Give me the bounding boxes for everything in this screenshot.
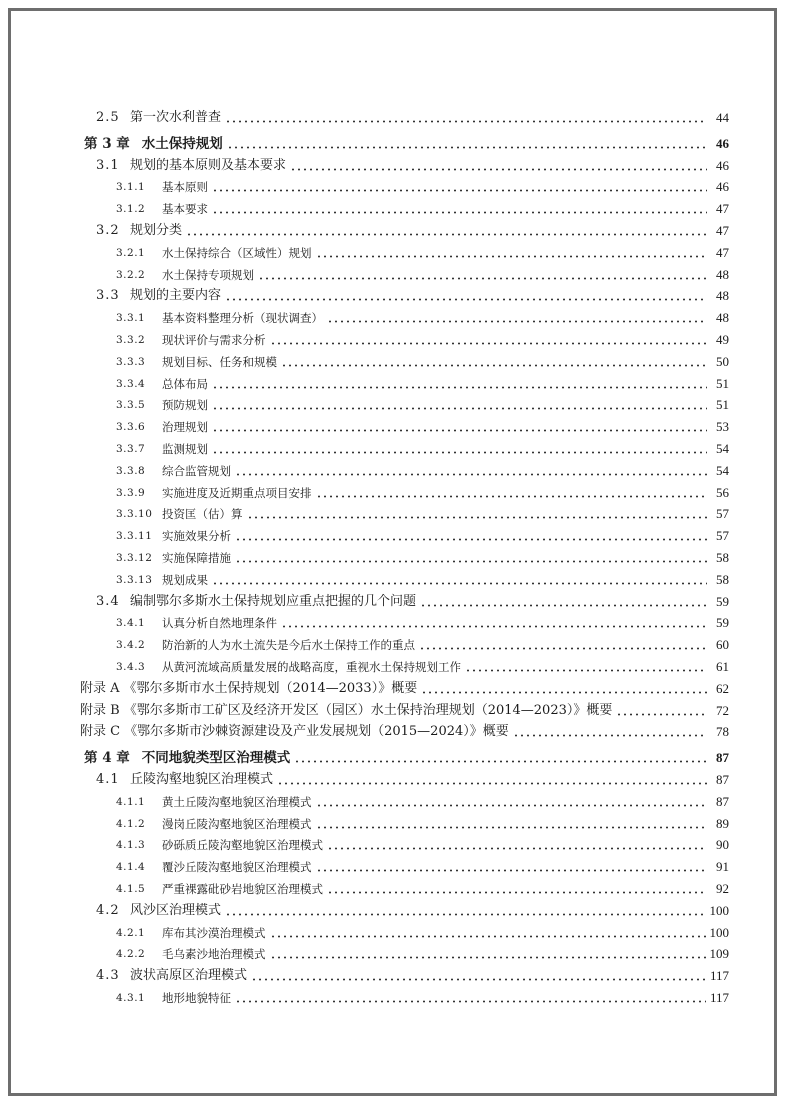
toc-entry-number: 附录 A — [80, 681, 120, 696]
toc-entry-title: 《鄂尔多斯市水土保持规划（2014—2033）》概要 — [123, 681, 418, 696]
dot-leader — [235, 993, 706, 1003]
toc-entry-title: 实施效果分析 — [162, 529, 231, 543]
toc-entry-number: 3.2.1 — [116, 247, 146, 259]
toc-entry-number: 4.1.2 — [116, 818, 146, 830]
toc-entry-title: 不同地貌类型区治理模式 — [141, 750, 291, 766]
toc-entry-title: 预防规划 — [162, 398, 208, 412]
toc-entry-page-number: 62 — [716, 681, 729, 696]
toc-entry-sub[interactable] — [116, 634, 729, 656]
toc-entry-sec[interactable] — [96, 965, 729, 987]
toc-entry-page-number: 57 — [716, 528, 729, 543]
toc-entry-page-number: 78 — [716, 724, 729, 739]
toc-entry-title: 规划目标、任务和规模 — [162, 355, 277, 369]
toc-entry-title: 毛乌素沙地治理模式 — [162, 947, 266, 961]
toc-entry-title: 基本原则 — [162, 180, 208, 194]
toc-entry-page-number: 89 — [716, 816, 729, 831]
dot-leader — [235, 531, 707, 541]
toc-entry-sec[interactable] — [96, 220, 729, 242]
toc-entry-number: 第 3 章 — [84, 136, 130, 152]
toc-entry-page-number: 47 — [716, 201, 729, 216]
dot-leader — [247, 509, 708, 519]
toc-entry-title: 第一次水利普查 — [130, 110, 222, 125]
toc-entry-page-number: 58 — [716, 572, 729, 587]
toc-entry-page-number: 47 — [716, 223, 729, 238]
dot-leader — [420, 597, 707, 607]
toc-entry-page-number: 87 — [716, 772, 729, 787]
toc-entry-number: 3.3.13 — [116, 574, 153, 586]
toc-entry-sub[interactable] — [116, 878, 729, 900]
toc-entry-page-number: 91 — [716, 859, 729, 874]
toc-entry-number: 3.3.2 — [116, 334, 146, 346]
toc-entry-page-number: 60 — [716, 637, 729, 652]
toc-entry-page-number: 49 — [716, 332, 729, 347]
toc-entry-number: 3.4 — [96, 594, 120, 609]
toc-entry-page-number: 48 — [716, 288, 729, 303]
dot-leader — [513, 727, 707, 737]
toc-entry-page-number: 109 — [709, 946, 729, 961]
toc-entry-sub[interactable] — [116, 416, 729, 438]
toc-entry-title: 实施保障措施 — [162, 551, 231, 565]
dot-leader — [327, 840, 707, 850]
toc-entry-number: 4.2.2 — [116, 948, 146, 960]
toc-entry-number: 3.1.2 — [116, 203, 146, 215]
toc-entry-sec[interactable] — [96, 285, 729, 307]
toc-entry-number: 3.1 — [96, 158, 120, 173]
toc-entry-sub[interactable] — [116, 264, 729, 286]
toc-entry-number: 3.4.3 — [116, 661, 146, 673]
dot-leader — [294, 753, 707, 763]
toc-entry-page-number: 92 — [716, 881, 729, 896]
dot-leader — [465, 662, 707, 672]
toc-entry-number: 3.3.7 — [116, 443, 146, 455]
toc-entry-number: 3.3.11 — [116, 530, 153, 542]
toc-entry-sub[interactable] — [116, 525, 729, 547]
toc-entry-number: 3.3.5 — [116, 399, 146, 411]
toc-entry-page-number: 59 — [716, 594, 729, 609]
dot-leader — [316, 248, 708, 258]
toc-entry-sub[interactable] — [116, 503, 729, 525]
toc-entry-sub[interactable] — [116, 373, 729, 395]
toc-entry-number: 附录 B — [80, 703, 120, 718]
toc-entry-page-number: 47 — [716, 245, 729, 260]
toc-entry-page-number: 46 — [716, 136, 729, 151]
toc-entry-sub[interactable] — [116, 460, 729, 482]
toc-entry-number: 3.3.6 — [116, 421, 146, 433]
toc-entry-title: 监测规划 — [162, 442, 208, 456]
toc-entry-page-number: 51 — [716, 397, 729, 412]
toc-entry-number: 3.3 — [96, 288, 120, 303]
toc-entry-sub[interactable] — [116, 242, 729, 264]
toc-entry-title: 库布其沙漠治理模式 — [162, 926, 266, 940]
toc-entry-number: 3.3.4 — [116, 378, 146, 390]
toc-entry-page-number: 61 — [716, 659, 729, 674]
toc-entry-number: 附录 C — [80, 724, 121, 739]
toc-entry-sub[interactable] — [116, 547, 729, 569]
dot-leader — [258, 270, 707, 280]
toc-entry-page-number: 53 — [716, 419, 729, 434]
toc-entry-title: 水土保持规划 — [141, 136, 223, 152]
toc-entry-number: 3.3.3 — [116, 356, 146, 368]
document-page — [8, 8, 777, 1096]
toc-entry-number: 4.1.4 — [116, 861, 146, 873]
toc-entry-page-number: 87 — [716, 794, 729, 809]
dot-leader — [270, 335, 708, 345]
toc-entry-number: 3.3.10 — [116, 508, 153, 520]
dot-leader — [235, 466, 707, 476]
toc-entry-title: 《鄂尔多斯市工矿区及经济开发区（园区）水土保持治理规划（2014—2023）》概要 — [123, 703, 613, 718]
toc-entry-title: 治理规划 — [162, 420, 208, 434]
toc-entry-sec[interactable] — [96, 769, 729, 791]
toc-entry-title: 风沙区治理模式 — [130, 903, 222, 918]
dot-leader — [281, 618, 707, 628]
toc-entry-title: 规划成果 — [162, 573, 208, 587]
toc-entry-number: 4.3.1 — [116, 992, 146, 1004]
toc-entry-title: 现状评价与需求分析 — [162, 333, 266, 347]
dot-leader — [316, 862, 708, 872]
dot-leader — [316, 797, 708, 807]
dot-leader — [327, 313, 707, 323]
toc-entry-page-number: 46 — [716, 158, 729, 173]
toc-entry-page-number: 100 — [709, 925, 729, 940]
toc-entry-title: 基本资料整理分析（现状调查） — [162, 311, 323, 325]
toc-entry-number: 4.1.5 — [116, 883, 146, 895]
toc-entry-sub[interactable] — [116, 943, 729, 965]
toc-entry-sub[interactable] — [116, 856, 729, 878]
toc-entry-number: 3.4.2 — [116, 639, 146, 651]
toc-entry-title: 覆沙丘陵沟壑地貌区治理模式 — [162, 860, 312, 874]
dot-leader — [419, 640, 707, 650]
dot-leader — [212, 400, 707, 410]
toc-entry-title: 投资匡（估）算 — [162, 507, 243, 521]
toc-entry-page-number: 57 — [716, 506, 729, 521]
toc-entry-page-number: 46 — [716, 179, 729, 194]
toc-entry-number: 4.3 — [96, 968, 120, 983]
toc-entry-sub[interactable] — [116, 791, 729, 813]
toc-entry-app[interactable] — [80, 700, 729, 722]
toc-entry-number: 2.5 — [96, 110, 120, 125]
toc-entry-sub[interactable] — [116, 813, 729, 835]
toc-entry-sub[interactable] — [116, 307, 729, 329]
toc-entry-title: 漫岗丘陵沟壑地貌区治理模式 — [162, 817, 312, 831]
toc-entry-title: 水土保持专项规划 — [162, 268, 254, 282]
dot-leader — [227, 139, 707, 149]
toc-entry-page-number: 87 — [716, 750, 729, 765]
dot-leader — [316, 819, 708, 829]
dot-leader — [235, 553, 707, 563]
toc-entry-title: 实施进度及近期重点项目安排 — [162, 486, 312, 500]
toc-entry-page-number: 54 — [716, 463, 729, 478]
toc-entry-number: 3.3.1 — [116, 312, 146, 324]
toc-entry-number: 3.1.1 — [116, 181, 146, 193]
toc-entry-sub[interactable] — [116, 569, 729, 591]
toc-entry-title: 砂砾质丘陵沟壑地貌区治理模式 — [162, 838, 323, 852]
toc-entry-title: 规划的基本原则及基本要求 — [130, 158, 287, 173]
toc-entry-number: 3.4.1 — [116, 617, 146, 629]
toc-entry-sub[interactable] — [116, 438, 729, 460]
dot-leader — [225, 113, 707, 123]
toc-entry-page-number: 50 — [716, 354, 729, 369]
toc-entry-app[interactable] — [80, 678, 729, 700]
dot-leader — [270, 949, 706, 959]
toc-entry-sec[interactable] — [96, 107, 729, 129]
dot-leader — [270, 928, 706, 938]
toc-entry-number: 4.1.1 — [116, 796, 146, 808]
toc-entry-sub[interactable] — [116, 351, 729, 373]
toc-entry-sub[interactable] — [116, 394, 729, 416]
dot-leader — [225, 291, 707, 301]
toc-entry-page-number: 117 — [709, 990, 729, 1005]
dot-leader — [212, 422, 707, 432]
toc-entry-sub[interactable] — [116, 176, 729, 198]
toc-entry-number: 4.2 — [96, 903, 120, 918]
toc-entry-title: 综合监管规划 — [162, 464, 231, 478]
toc-entry-sec[interactable] — [96, 591, 729, 613]
toc-entry-page-number: 54 — [716, 441, 729, 456]
toc-entry-title: 防治新的人为水土流失是今后水土保持工作的重点 — [162, 638, 415, 652]
toc-entry-sub[interactable] — [116, 329, 729, 351]
toc-entry-page-number: 56 — [716, 485, 729, 500]
toc-entry-title: 规划分类 — [130, 223, 183, 238]
toc-entry-title: 基本要求 — [162, 202, 208, 216]
dot-leader — [281, 357, 707, 367]
toc-entry-title: 规划的主要内容 — [130, 288, 222, 303]
toc-entry-sub[interactable] — [116, 656, 729, 678]
toc-entry-title: 丘陵沟壑地貌区治理模式 — [130, 772, 274, 787]
dot-leader — [212, 444, 707, 454]
toc-entry-sec[interactable] — [96, 900, 729, 922]
dot-leader — [225, 906, 705, 916]
toc-entry-page-number: 59 — [716, 615, 729, 630]
toc-entry-number: 第 4 章 — [84, 750, 130, 766]
toc-entry-title: 编制鄂尔多斯水土保持规划应重点把握的几个问题 — [130, 594, 417, 609]
toc-entry-page-number: 100 — [709, 903, 729, 918]
dot-leader — [186, 226, 707, 236]
toc-entry-sec[interactable] — [96, 155, 729, 177]
toc-entry-page-number: 90 — [716, 837, 729, 852]
dot-leader — [616, 706, 707, 716]
toc-entry-number: 3.2.2 — [116, 269, 146, 281]
toc-entry-title: 总体布局 — [162, 377, 208, 391]
toc-entry-title: 波状高原区治理模式 — [130, 968, 248, 983]
toc-entry-title: 从黄河流域高质量发展的战略高度，重视水土保持规划工作 — [162, 660, 461, 674]
toc-entry-number: 4.2.1 — [116, 927, 146, 939]
dot-leader — [212, 575, 707, 585]
dot-leader — [290, 161, 707, 171]
toc-entry-number: 3.3.12 — [116, 552, 153, 564]
toc-entry-title: 认真分析自然地理条件 — [162, 616, 277, 630]
toc-entry-number: 4.1.3 — [116, 839, 146, 851]
toc-entry-page-number: 72 — [716, 703, 729, 718]
toc-entry-sub[interactable] — [116, 198, 729, 220]
dot-leader — [212, 379, 707, 389]
table-of-contents — [11, 11, 774, 1093]
toc-entry-page-number: 58 — [716, 550, 729, 565]
toc-entry-page-number: 117 — [709, 968, 729, 983]
toc-entry-chapter[interactable] — [84, 747, 729, 769]
toc-entry-title: 水土保持综合（区域性）规划 — [162, 246, 312, 260]
dot-leader — [212, 204, 707, 214]
dot-leader — [316, 488, 708, 498]
dot-leader — [251, 971, 706, 981]
toc-entry-number: 4.1 — [96, 772, 120, 787]
toc-entry-page-number: 48 — [716, 267, 729, 282]
toc-entry-sub[interactable] — [116, 612, 729, 634]
toc-entry-page-number: 51 — [716, 376, 729, 391]
toc-entry-number: 3.3.9 — [116, 487, 146, 499]
dot-leader — [327, 884, 707, 894]
toc-entry-title: 黄土丘陵沟壑地貌区治理模式 — [162, 795, 312, 809]
toc-entry-title: 《鄂尔多斯市沙棘资源建设及产业发展规划（2015—2024）》概要 — [124, 724, 509, 739]
toc-entry-page-number: 44 — [716, 110, 729, 125]
dot-leader — [421, 684, 707, 694]
toc-entry-title: 严重裸露砒砂岩地貌区治理模式 — [162, 882, 323, 896]
toc-entry-sub[interactable] — [116, 987, 729, 1009]
dot-leader — [277, 775, 707, 785]
toc-entry-number: 3.2 — [96, 223, 120, 238]
toc-entry-sub[interactable] — [116, 482, 729, 504]
dot-leader — [212, 182, 707, 192]
toc-entry-app[interactable] — [80, 721, 729, 743]
toc-entry-sub[interactable] — [116, 922, 729, 944]
toc-entry-number: 3.3.8 — [116, 465, 146, 477]
toc-entry-chapter[interactable] — [84, 133, 729, 155]
toc-entry-page-number: 48 — [716, 310, 729, 325]
toc-entry-title: 地形地貌特征 — [162, 991, 231, 1005]
toc-entry-sub[interactable] — [116, 834, 729, 856]
